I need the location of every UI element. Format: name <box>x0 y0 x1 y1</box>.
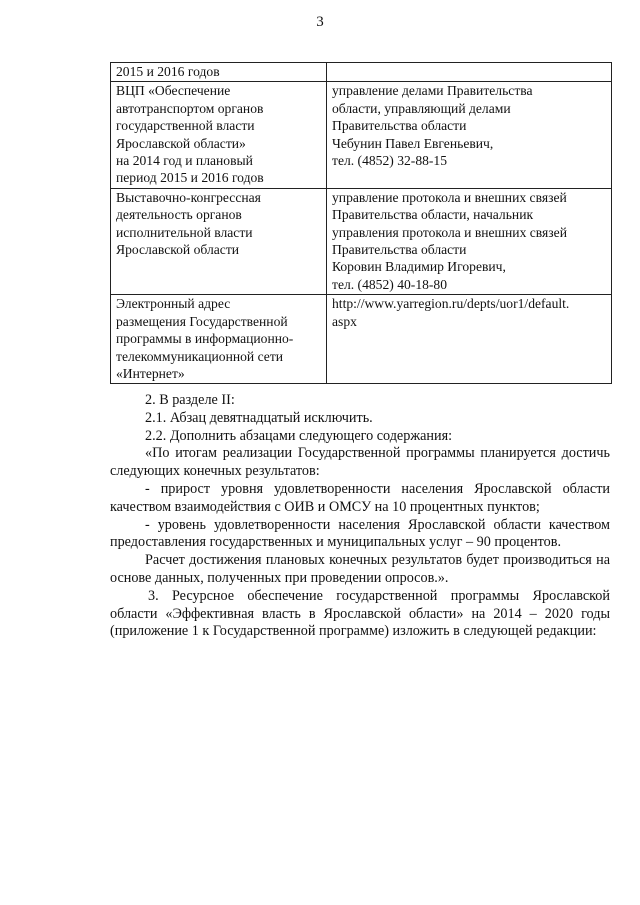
responsible-contact-cell <box>327 295 612 384</box>
calculation-paragraph: Расчет достижения плановых конечных результатов будет производиться на основе данных, полученных при проведении опросов.». <box>110 552 610 586</box>
results-intro-paragraph: «По итогам реализации Государственной программы планируется достичь следующих конечных результатов: <box>110 445 610 480</box>
table-row <box>111 82 612 188</box>
cell-text-line: телекоммуникационной сети <box>116 348 284 364</box>
responsible-contact-cell <box>327 63 612 82</box>
responsible-contact-cell <box>327 188 612 294</box>
cell-text-line: Правительства области <box>332 242 467 258</box>
cell-text-line: Ярославской области» <box>116 135 246 151</box>
cell-text-line: управления протокола и внешних связей <box>332 224 567 240</box>
cell-text-line: ВЦП «Обеспечение <box>116 83 231 99</box>
cell-text-line: Коровин Владимир Игоревич, <box>332 259 506 275</box>
cell-text-line: Электронный адрес <box>116 296 231 312</box>
section-heading-paragraph: 2. В разделе II: <box>145 392 235 408</box>
amendment-item-3: 3. Ресурсное обеспечение государственной программы Ярославской области «Эффективная власть в Ярославской области» на 2014 – 2020 годы (приложение 1 к Государственной программе) изложить в следующей редакции: <box>110 587 610 640</box>
cell-text-line <box>332 63 607 80</box>
cell-text-line: Чебунин Павел Евгеньевич, <box>332 135 494 151</box>
program-name-cell <box>111 82 327 188</box>
cell-text-line: управление делами Правительства <box>332 83 533 99</box>
table-row <box>111 188 612 294</box>
cell-text-line: тел. (4852) 40-18-80 <box>332 276 448 292</box>
responsible-contact-cell <box>327 82 612 188</box>
cell-text-line: автотранспортом органов <box>116 100 264 116</box>
cell-text-line: Выставочно-конгрессная <box>116 189 261 205</box>
cell-text-line: Ярославской области <box>116 242 240 258</box>
cell-text-line: исполнительной власти <box>116 224 253 240</box>
cell-text-line: управление протокола и внешних связей <box>332 189 567 205</box>
amendment-item-2-1: 2.1. Абзац девятнадцатый исключить. <box>145 409 373 426</box>
cell-text-line: Правительства области, начальник <box>332 207 534 223</box>
page-number: 3 <box>316 14 324 30</box>
cell-text-line: 2015 и 2016 годов <box>116 64 220 79</box>
cell-text-line: на 2014 год и плановый <box>116 153 253 169</box>
cell-text-line: деятельность органов <box>116 207 242 223</box>
result-item-1: - прирост уровня удовлетворенности населения Ярославской области качеством взаимодействия с ОИВ и ОМСУ на 10 процентных пунктов; <box>110 480 610 515</box>
cell-text-line: http://www.yarregion.ru/depts/uor1/default. <box>332 296 570 312</box>
table-row <box>111 63 612 82</box>
cell-text-line: государственной власти <box>116 118 255 134</box>
program-name-cell <box>111 295 327 384</box>
cell-text-line: программы в информационно- <box>116 331 294 347</box>
cell-text-line: тел. (4852) 32-88-15 <box>332 153 448 169</box>
program-name-cell <box>111 63 327 82</box>
cell-text-line: «Интернет» <box>116 365 185 381</box>
table-body <box>111 63 612 384</box>
program-name-cell <box>111 188 327 294</box>
cell-text-line: aspx <box>332 313 357 329</box>
cell-text-line: области, управляющий делами <box>332 100 511 116</box>
cell-text-line: Правительства области <box>332 118 467 134</box>
cell-text-line: период 2015 и 2016 годов <box>116 170 264 186</box>
document-body <box>110 392 610 641</box>
cell-text-line: размещения Государственной <box>116 313 288 329</box>
result-item-2: - уровень удовлетворенности населения Ярославской области качеством предоставления государственных и муниципальных услуг – 90 процентов. <box>110 516 610 551</box>
program-info-table <box>110 62 612 384</box>
table-row <box>111 295 612 384</box>
amendment-item-2-2: 2.2. Дополнить абзацами следующего содержания: <box>145 427 453 444</box>
